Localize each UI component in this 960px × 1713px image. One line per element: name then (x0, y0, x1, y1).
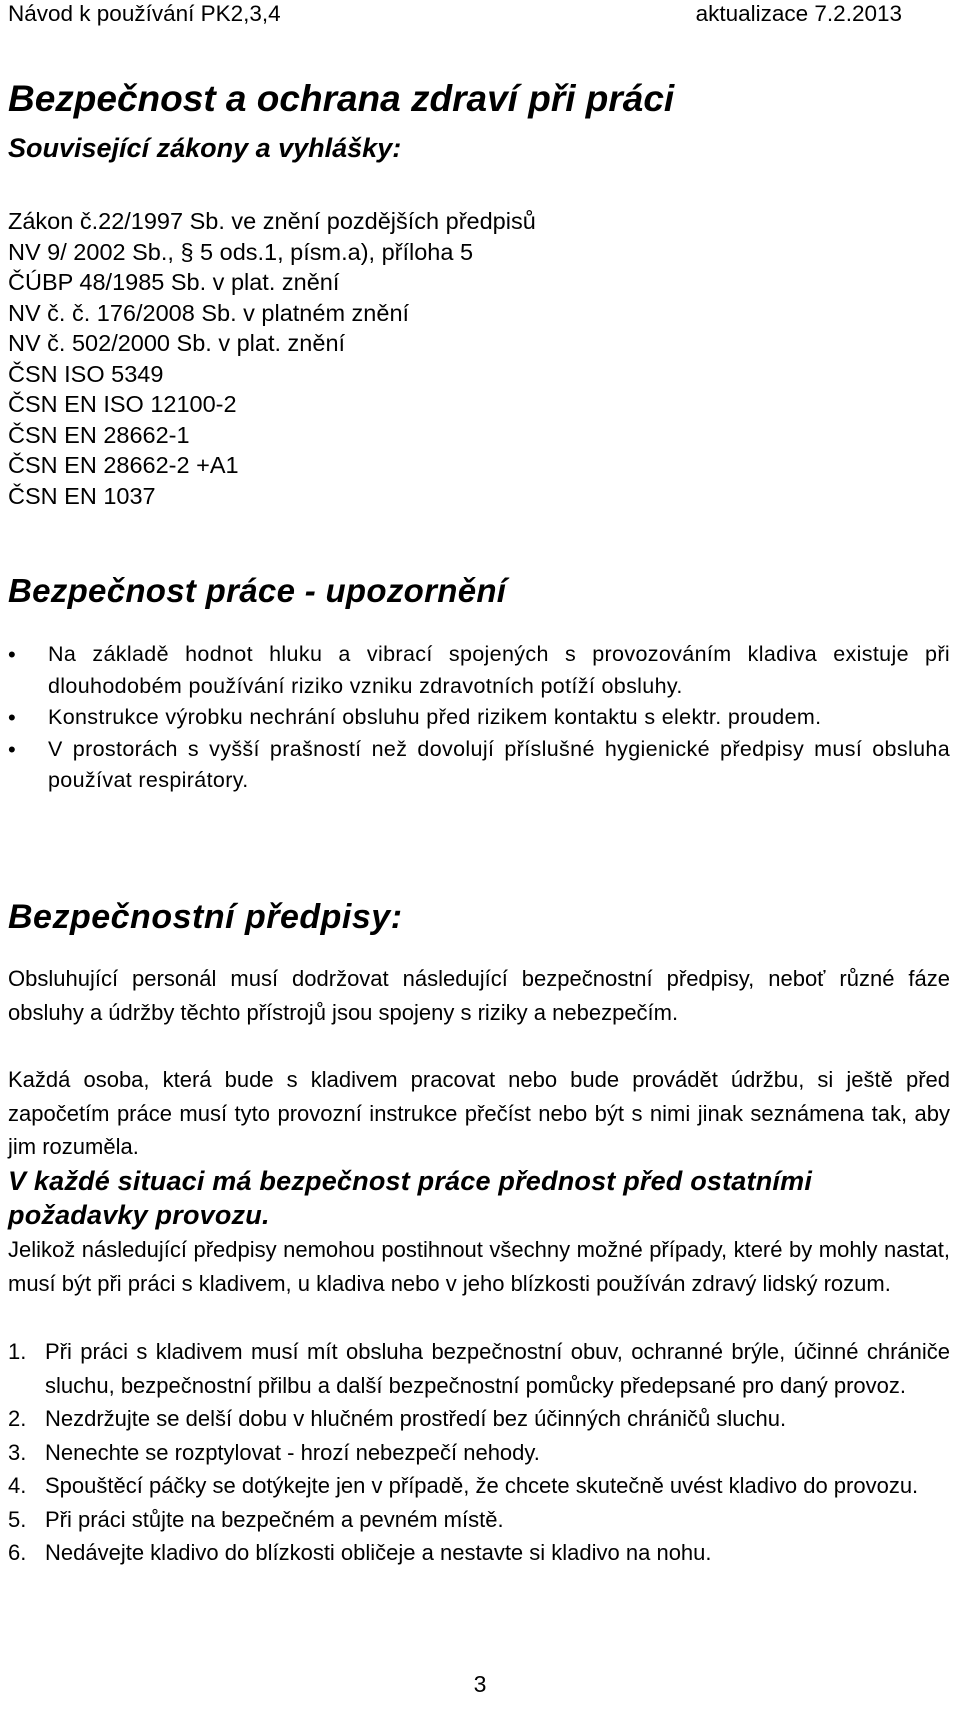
paragraph-persons: Každá osoba, která bude s kladivem pracovat nebo bude provádět údržbu, si ještě před započetím práce musí tyto provozní instrukce přečíst nebo být s nimi jinak seznámena tak, aby jim rozuměla. (8, 1067, 950, 1159)
paragraph-common-sense: Jelikož následující předpisy nemohou postihnout všechny možné případy, které by mohly nastat, musí být při práci s kladivem, u kladiva nebo v jeho blízkosti používán zdravý lidský rozum. (8, 1237, 950, 1296)
rule-text: Nedávejte kladivo do blízkosti obličeje a nestavte si kladivo na nohu. (45, 1540, 712, 1565)
warning-item: • Konstrukce výrobku nechrání obsluhu před rizikem kontaktu s elektr. proudem. (8, 702, 950, 734)
rules-list (8, 1335, 950, 1570)
law-item: NV č. 502/2000 Sb. v plat. znění (8, 330, 346, 356)
rule-number: 1. (8, 1339, 27, 1364)
rule-text: Spouštěcí páčky se dotýkejte jen v případě, že chcete skutečně uvést kladivo do provozu. (45, 1473, 919, 1498)
header-document-title: Návod k používání PK2,3,4 (8, 1, 281, 26)
header-update-date: aktualizace 7.2.2013 (695, 1, 902, 26)
rule-item (8, 1469, 950, 1503)
rule-item (8, 1503, 950, 1537)
rule-item (8, 1335, 950, 1402)
rule-item (8, 1402, 950, 1436)
warning-list (8, 639, 950, 797)
rule-number: 5. (8, 1506, 27, 1532)
warning-heading: Bezpečnost práce - upozornění (8, 572, 507, 609)
warning-item: • Na základě hodnot hluku a vibrací spojených s provozováním kladiva existuje při dlouhodobém používání riziko vzniku zdravotních potíží obsluhy. (8, 639, 950, 702)
rule-number: 3. (8, 1439, 27, 1465)
rule-item (8, 1436, 950, 1470)
law-item: NV 9/ 2002 Sb., § 5 ods.1, písm.a), příloha 5 (8, 238, 474, 265)
rule-number: 2. (8, 1406, 27, 1431)
rule-text: Nenechte se rozptylovat - hrozí nebezpečí nehody. (45, 1439, 540, 1465)
warning-item: • V prostorách s vyšší prašností než dovolují příslušné hygienické předpisy musí obsluha používat respirátory. (8, 734, 950, 797)
law-item: ČSN EN 28662-2 +A1 (8, 452, 239, 478)
rule-number: 4. (8, 1473, 27, 1498)
rule-text: Nezdržujte se delší dobu v hlučném prostředí bez účinných chráničů sluchu. (45, 1406, 787, 1431)
rules-heading: Bezpečnostní předpisy: (8, 898, 403, 936)
laws-list (8, 206, 950, 511)
law-item: ČÚBP 48/1985 Sb. v plat. znění (8, 269, 340, 295)
rule-item (8, 1536, 950, 1570)
page-number: 3 (473, 1671, 487, 1697)
rule-number: 6. (8, 1540, 27, 1565)
paragraph-staff: Obsluhující personál musí dodržovat následující bezpečnostní předpisy, neboť různé fáze obsluhy a údržby těchto přístrojů jsou spojeny s riziky a nebezpečím. (8, 966, 950, 1025)
sub-heading: Související zákony a vyhlášky: (8, 133, 402, 163)
rule-text: Při práci s kladivem musí mít obsluha bezpečnostní obuv, ochranné brýle, účinné chrániče sluchu, bezpečnostní přilbu a další bezpečnostní pomůcky předepsané pro daný provoz. (45, 1339, 950, 1398)
law-item: ČSN EN 28662-1 (8, 421, 190, 448)
rule-text: Při práci stůjte na bezpečném a pevném místě. (45, 1506, 504, 1532)
law-item: Zákon č.22/1997 Sb. ve znění pozdějších předpisů (8, 208, 536, 234)
law-item: ČSN ISO 5349 (8, 360, 164, 387)
emphasis-heading: V každé situaci má bezpečnost práce přednost před ostatními požadavky provozu. (8, 1166, 813, 1230)
law-item: ČSN EN 1037 (8, 482, 156, 509)
law-item: ČSN EN ISO 12100-2 (8, 391, 237, 417)
page-header (8, 1, 902, 31)
main-heading: Bezpečnost a ochrana zdraví při práci (8, 78, 675, 119)
law-item: NV č. č. 176/2008 Sb. v platném znění (8, 299, 410, 326)
